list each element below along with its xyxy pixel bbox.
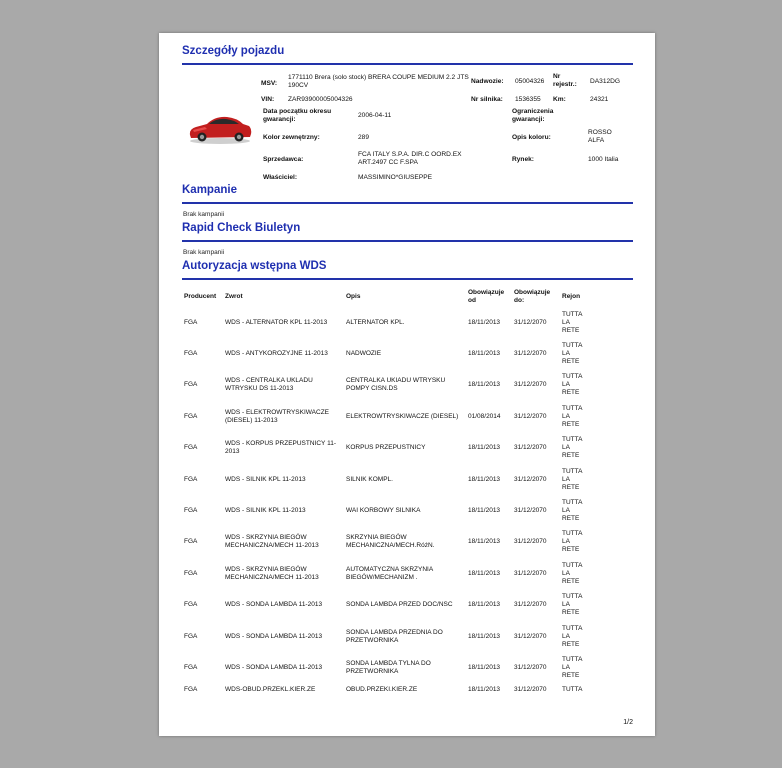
table-row [182, 652, 590, 683]
cell-zwrot: WDS - SILNIK KPL 11-2013 [225, 507, 306, 515]
header-od: Obowiązuje od [468, 289, 505, 304]
cell-rejon: TUTTA LA RETE [562, 655, 583, 679]
cell-producent: FGA [184, 685, 198, 693]
cell-zwrot: WDS - CENTRALKA UKLADU WTRYSKU DS 11-2013 [225, 377, 313, 393]
wlasciciel-value: MASSIMINO*GIUSEPPE [358, 174, 433, 181]
cell-zwrot: WDS - KORPUS PRZEPUSTNICY 11-2013 [225, 440, 336, 456]
cell-od: 18/11/2013 [468, 507, 501, 515]
cell-od: 18/11/2013 [468, 318, 501, 326]
cell-od: 18/11/2013 [468, 685, 501, 693]
cell-zwrot: WDS - SONDA LAMBDA 11-2013 [225, 663, 323, 671]
no-campaigns-text: Brak kampanii [183, 211, 225, 218]
car-image [187, 110, 253, 146]
cell-do: 31/12/2070 [514, 412, 547, 420]
nr-silnika-value: 1536355 [515, 96, 541, 103]
kolor-zew-label: Kolor zewnętrzny: [263, 134, 320, 141]
section-title-campaigns: Kampanie [182, 184, 237, 196]
page-number: 1/2 [623, 719, 633, 726]
section-rule [182, 240, 633, 242]
no-campaigns-rapid-text: Brak kampanii [183, 249, 225, 256]
wds-table [182, 287, 590, 696]
cell-rejon: TUTTA LA RETE [562, 530, 583, 554]
cell-opis: ALTERNATOR KPL. [346, 318, 405, 326]
cell-rejon: TUTTA LA RETE [562, 436, 583, 460]
cell-producent: FGA [184, 601, 198, 609]
vin-label: VIN: [261, 96, 275, 103]
cell-producent: FGA [184, 663, 198, 671]
table-row [182, 621, 590, 652]
cell-opis: CENTRALKA UKIADU WTRYSKU POMPY CISN.DS [346, 377, 446, 393]
cell-do: 31/12/2070 [514, 475, 547, 483]
header-producent: Producent [184, 293, 217, 300]
sprzedawca-label: Sprzedawca: [263, 156, 304, 163]
cell-od: 18/11/2013 [468, 601, 501, 609]
cell-do: 31/12/2070 [514, 444, 547, 452]
table-row [182, 590, 590, 621]
km-value: 24321 [590, 96, 609, 103]
cell-od: 18/11/2013 [468, 381, 501, 389]
cell-producent: FGA [184, 381, 198, 389]
cell-opis: OBUD.PRZEKI.KIER.ZE [346, 685, 418, 693]
header-zwrot: Zwrot [225, 293, 243, 300]
table-row [182, 307, 590, 338]
table-row [182, 401, 590, 432]
gwarancja-value: 2006-04-11 [358, 112, 392, 119]
cell-od: 18/11/2013 [468, 350, 501, 358]
cell-do: 31/12/2070 [514, 318, 547, 326]
cell-zwrot: WDS - SONDA LAMBDA 11-2013 [225, 601, 323, 609]
header-rejon: Rejon [562, 293, 581, 300]
cell-do: 31/12/2070 [514, 381, 547, 389]
section-rule [182, 202, 633, 204]
cell-producent: FGA [184, 350, 198, 358]
cell-zwrot: WDS - SILNIK KPL 11-2013 [225, 475, 306, 483]
cell-zwrot: WDS-OBUD.PRZEKL.KIER.ZE [225, 685, 316, 693]
cell-opis: NADWOZIE [346, 350, 382, 358]
rynek-value: 1000 Italia [588, 156, 619, 163]
cell-opis: SILNIK KOMPL. [346, 475, 393, 483]
cell-zwrot: WDS - SKRZYNIA BIEGÓW MECHANICZNA/MECH 11-2013 [225, 565, 319, 581]
cell-rejon: TUTTA LA RETE [562, 467, 583, 491]
cell-od: 18/11/2013 [468, 444, 501, 452]
cell-producent: FGA [184, 412, 198, 420]
cell-rejon: TUTTA LA RETE [562, 499, 583, 523]
cell-producent: FGA [184, 475, 198, 483]
vin-value: ZAR93900005004326 [288, 96, 353, 103]
cell-do: 31/12/2070 [514, 569, 547, 577]
cell-do: 31/12/2070 [514, 350, 547, 358]
cell-producent: FGA [184, 507, 198, 515]
document-page [159, 33, 655, 736]
sprzedawca-value: FCA ITALY S.P.A. DIR.C OORD.EX ART.2497 CC F.SPA [358, 151, 462, 166]
nr-rejestr-value: DA312DG [590, 78, 621, 85]
nr-silnika-label: Nr silnika: [471, 96, 503, 103]
gwarancja-label: Data początku okresu gwarancji: [263, 108, 332, 123]
table-row [182, 495, 590, 526]
nadwozie-value: 05004326 [515, 78, 545, 85]
cell-producent: FGA [184, 632, 198, 640]
cell-opis: AUTOMATYCZNA SKRZYNIA BIEGÓW/MECHANIZM . [346, 565, 433, 581]
cell-do: 31/12/2070 [514, 663, 547, 671]
msv-label: MSV: [261, 80, 278, 87]
cell-do: 31/12/2070 [514, 538, 547, 546]
cell-opis: SONDA LAMBDA PRZED DOC/NSC [346, 601, 453, 609]
section-rule [182, 63, 633, 65]
cell-opis: SONDA LAMBDA PRZEDNIA DO PRZETWORNIKA [346, 628, 443, 644]
section-title-vehicle: Szczegóły pojazdu [182, 45, 285, 57]
cell-rejon: TUTTA LA RETE [562, 310, 583, 334]
table-header-row [182, 287, 590, 307]
nadwozie-label: Nadwozie: [471, 78, 504, 85]
nr-rejestr-label: Nr rejestr.: [553, 73, 577, 88]
cell-zwrot: WDS - ANTYKOROZYJNE 11-2013 [225, 350, 328, 358]
cell-od: 18/11/2013 [468, 475, 501, 483]
cell-producent: FGA [184, 569, 198, 577]
table-row [182, 464, 590, 495]
table-row [182, 527, 590, 558]
section-title-rapid-check: Rapid Check Biuletyn [182, 222, 301, 234]
cell-do: 31/12/2070 [514, 601, 547, 609]
cell-od: 18/11/2013 [468, 632, 501, 640]
cell-do: 31/12/2070 [514, 632, 547, 640]
opis-koloru-value: ROSSO ALFA [588, 129, 612, 144]
cell-od: 18/11/2013 [468, 663, 501, 671]
section-title-wds: Autoryzacja wstępna WDS [182, 260, 327, 272]
cell-producent: FGA [184, 538, 198, 546]
cell-od: 01/08/2014 [468, 412, 501, 420]
wlasciciel-label: Właściciel: [263, 174, 298, 181]
table-row [182, 338, 590, 369]
msv-value: 1771110 Brera (solo stock) BRERA COUPE MEDIUM 2.2 JTS 190CV [288, 74, 469, 89]
cell-do: 31/12/2070 [514, 685, 547, 693]
cell-rejon: TUTTA LA RETE [562, 624, 583, 648]
cell-rejon: TUTTA LA RETE [562, 593, 583, 617]
cell-od: 18/11/2013 [468, 569, 501, 577]
ograniczenia-label: Ograniczenia gwarancji: [512, 108, 554, 123]
cell-opis: ELEKTROWTRYSKIWACZE (DIESEL) [346, 412, 459, 420]
opis-koloru-label: Opis koloru: [512, 134, 551, 141]
cell-opis: WAI KORBOWY SILNIKA [346, 507, 421, 515]
cell-producent: FGA [184, 318, 198, 326]
cell-do: 31/12/2070 [514, 507, 547, 515]
cell-rejon: TUTTA LA RETE [562, 342, 583, 366]
rynek-label: Rynek: [512, 156, 534, 163]
cell-zwrot: WDS - SKRZYNIA BIEGÓW MECHANICZNA/MECH 11-2013 [225, 534, 319, 550]
table-row [182, 558, 590, 589]
cell-rejon: TUTTA [562, 685, 583, 693]
cell-zwrot: WDS - ELEKTROWTRYSKIWACZE (DIESEL) 11-2013 [225, 408, 330, 424]
cell-od: 18/11/2013 [468, 538, 501, 546]
table-row [182, 433, 590, 464]
cell-opis: KORPUS PRZEPUSTNICY [346, 444, 426, 452]
table-row [182, 684, 590, 696]
km-label: Km: [553, 96, 566, 103]
cell-opis: SKRZYNIA BIEGÓW MECHANICZNA/MECH.RóżN. [346, 534, 435, 550]
header-opis: Opis [346, 293, 361, 300]
section-rule [182, 278, 633, 280]
cell-producent: FGA [184, 444, 198, 452]
cell-rejon: TUTTA LA RETE [562, 404, 583, 428]
table-row [182, 370, 590, 401]
cell-opis: SONDA LAMBDA TYLNA DO PRZETWORNIKA [346, 659, 431, 675]
kolor-zew-value: 289 [358, 134, 370, 141]
cell-rejon: TUTTA LA RETE [562, 561, 583, 585]
cell-zwrot: WDS - ALTERNATOR KPL 11-2013 [225, 318, 328, 326]
cell-zwrot: WDS - SONDA LAMBDA 11-2013 [225, 632, 323, 640]
header-do: Obowiązuje do: [514, 289, 551, 304]
cell-rejon: TUTTA LA RETE [562, 373, 583, 397]
